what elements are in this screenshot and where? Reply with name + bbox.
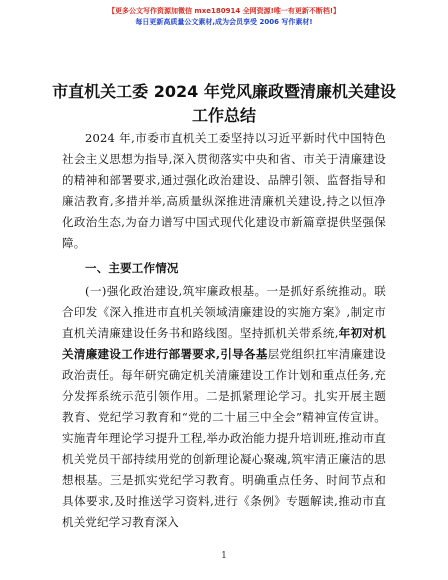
section-heading: 一、主要工作情况 <box>85 261 179 275</box>
page-number: 1 <box>221 551 227 561</box>
paragraph-1 <box>62 281 386 533</box>
intro-paragraph: 2024 年,市委市直机关工委坚持以习近平新时代中国特色社会主义思想为指导,深入贯彻落实中央和省、市关于清廉建设的精神和部署要求,通过强化政治建设、品牌引领、监督指导和廉洁教育,多措并举,高质量纵深推进清廉机关建设,持之以恒净化政治生态,为奋力谱写中国式现代化建设市新篇章提供坚强保障。 <box>62 131 386 250</box>
document-title <box>40 80 408 128</box>
paragraph-1-part-a: (一)强化政治建设,筑牢廉政根基。一是抓好系统推动。联合印发《深入推进市直机关领域清廉建设的实施方案》,制定市直机关清廉建设任务书和路线图。坚持抓机关带系统, <box>62 284 386 340</box>
paragraph-1-part-b: 层党组织扛牢清廉建设政治责任。每年研究确定机关清廉建设工作计划和重点任务,充分发挥系统示范引领作用。二是抓紧理论学习。扎实开展主题教育、党纪学习教育和“党的二十届三中全会”精神宣传宣讲。实施青年理论学习提升工程,举办政治能力提升培训班,推动市直机关党员干部持续用党的创新理论凝心聚魂,筑牢清正廉洁的思想根基。三是抓实党纪学习教育。明确重点任务、时间节点和具体要求,及时推送学习资料,进行《条例》专题解读,推动市直机关党纪学习教育深入 <box>62 347 386 529</box>
title-line-1: 市直机关工委 2024 年党风廉政暨清廉机关建设 <box>52 82 396 101</box>
promo-banner-line1: 【更多公文写作资源加微信 mxe180914 全网资源!唯一有更新不断档!】 <box>107 7 341 15</box>
title-line-2: 工作总结 <box>191 106 256 125</box>
paragraph-1-bold: 年初对机关清廉建设工作进行部署要求,引导各基 <box>62 326 386 361</box>
promo-banner <box>0 6 448 28</box>
promo-banner-line2: 每日更新高质量公文素材,成为会员享受 2006 写作素材! <box>135 18 313 26</box>
document-body <box>62 128 386 533</box>
